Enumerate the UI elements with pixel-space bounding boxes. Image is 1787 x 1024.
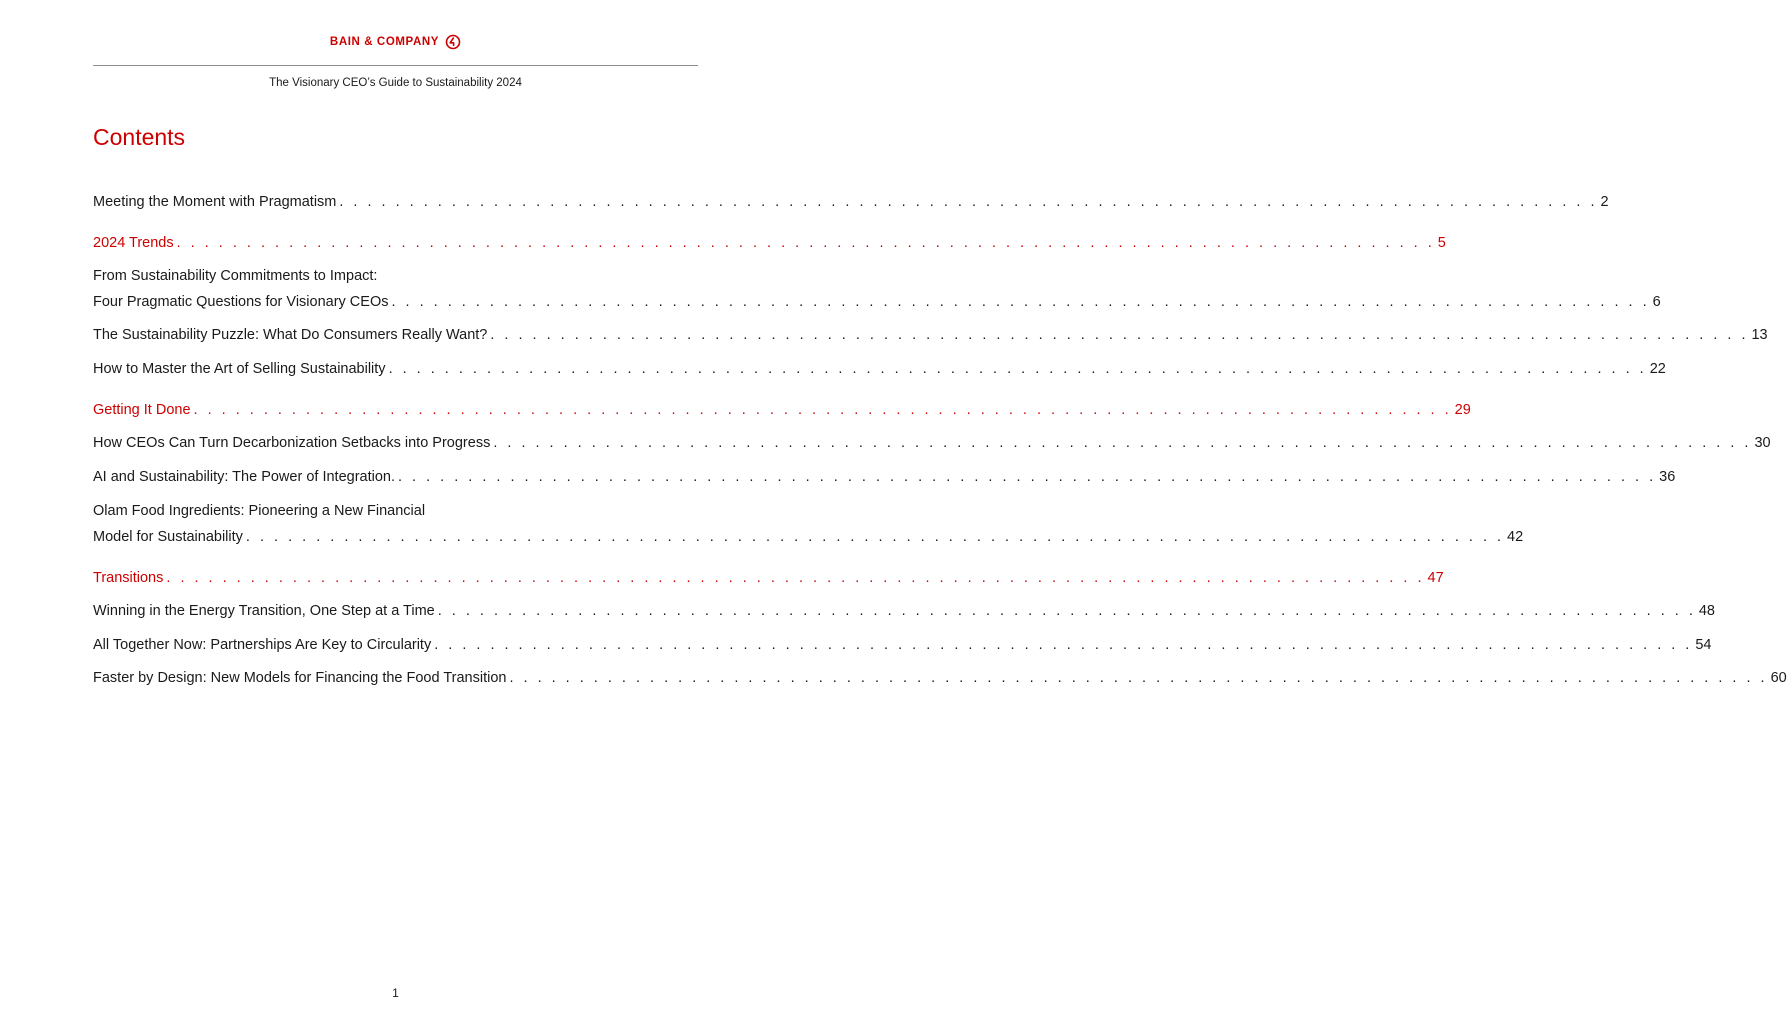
toc-page-number: 22	[1649, 361, 1666, 377]
document-title: The Visionary CEO’s Guide to Sustainability 2024	[269, 77, 522, 89]
leader-dots: . . . . . . . . . . . . . . . . . . . . . . . . . . . . . . . . . . . . . . . . . . . . . . . . . . . . . . . . . . . . . . . . . . . . . . . . . . . . . . . . . . . . . . . . . .	[398, 469, 1657, 485]
leader-dots: . . . . . . . . . . . . . . . . . . . . . . . . . . . . . . . . . . . . . . . . . . . . . . . . . . . . . . . . . . . . . . . . . . . . . . . . . . . . . . . . . . . . . . . . . .	[493, 435, 1752, 451]
brand-name: BAIN & COMPANY	[329, 36, 440, 48]
toc-page-number: 36	[1659, 469, 1676, 485]
toc-entry-decarbonization-setbacks[interactable]: How CEOs Can Turn Decarbonization Setbacks into Progress . . . . . . . . . . . . . . . . . . . . . . . . . . . . . . . . . . . . . . . . . . . . . . . . . . . . . . . . . . . . . . . . . . . . . . . . . . . . . . . . . . . . . . . . . . 30	[93, 435, 1771, 451]
toc-section-transitions[interactable]: Transitions . . . . . . . . . . . . . . . . . . . . . . . . . . . . . . . . . . . . . . . . . . . . . . . . . . . . . . . . . . . . . . . . . . . . . . . . . . . . . . . . . . . . . . . . . . 47	[93, 570, 1444, 586]
toc-page-number: 6	[1652, 294, 1661, 310]
toc-page-number: 48	[1698, 603, 1715, 619]
toc-entry-selling-sustainability[interactable]: How to Master the Art of Selling Sustainability . . . . . . . . . . . . . . . . . . . . . . . . . . . . . . . . . . . . . . . . . . . . . . . . . . . . . . . . . . . . . . . . . . . . . . . . . . . . . . . . . . . . . . . . . . 22	[93, 361, 1666, 377]
toc-entry-olam-food-ingredients[interactable]: Model for Sustainability . . . . . . . . . . . . . . . . . . . . . . . . . . . . . . . . . . . . . . . . . . . . . . . . . . . . . . . . . . . . . . . . . . . . . . . . . . . . . . . . . . . . . . . . . . 42	[93, 529, 1524, 545]
page-number: 1	[392, 986, 399, 1000]
header-divider	[93, 65, 698, 66]
toc-section-getting-it-done[interactable]: Getting It Done . . . . . . . . . . . . . . . . . . . . . . . . . . . . . . . . . . . . . . . . . . . . . . . . . . . . . . . . . . . . . . . . . . . . . . . . . . . . . . . . . . . . . . . . . . 29	[93, 402, 1471, 418]
toc-page-number: 5	[1437, 235, 1446, 251]
toc-entry-four-pragmatic-questions[interactable]: Four Pragmatic Questions for Visionary CEOs . . . . . . . . . . . . . . . . . . . . . . . . . . . . . . . . . . . . . . . . . . . . . . . . . . . . . . . . . . . . . . . . . . . . . . . . . . . . . . . . . . . . . . . . . . 6	[93, 294, 1661, 310]
toc-entry-line1[interactable]: From Sustainability Commitments to Impact:	[93, 268, 378, 284]
toc-entry-meeting-the-moment[interactable]: Meeting the Moment with Pragmatism . . . . . . . . . . . . . . . . . . . . . . . . . . . . . . . . . . . . . . . . . . . . . . . . . . . . . . . . . . . . . . . . . . . . . . . . . . . . . . . . . . . . . . . . . . 2	[93, 194, 1609, 210]
page-title: Contents	[93, 124, 186, 150]
toc-entry-line1[interactable]: Olam Food Ingredients: Pioneering a New Financial	[93, 503, 426, 519]
toc-page-number: 60	[1770, 670, 1787, 686]
leader-dots: . . . . . . . . . . . . . . . . . . . . . . . . . . . . . . . . . . . . . . . . . . . . . . . . . . . . . . . . . . . . . . . . . . . . . . . . . . . . . . . . . . . . . . . . . .	[245, 529, 1505, 545]
toc-page-number: 2	[1600, 194, 1609, 210]
toc-entry-food-transition-financing[interactable]: Faster by Design: New Models for Financing the Food Transition . . . . . . . . . . . . . . . . . . . . . . . . . . . . . . . . . . . . . . . . . . . . . . . . . . . . . . . . . . . . . . . . . . . . . . . . . . . . . . . . . . . . . . . . . . 60	[93, 670, 1787, 686]
leader-dots: . . . . . . . . . . . . . . . . . . . . . . . . . . . . . . . . . . . . . . . . . . . . . . . . . . . . . . . . . . . . . . . . . . . . . . . . . . . . . . . . . . . . . . . . . .	[166, 570, 1425, 586]
toc-entry-partnerships-circularity[interactable]: All Together Now: Partnerships Are Key to Circularity . . . . . . . . . . . . . . . . . . . . . . . . . . . . . . . . . . . . . . . . . . . . . . . . . . . . . . . . . . . . . . . . . . . . . . . . . . . . . . . . . . . . . . . . . . 54	[93, 637, 1712, 653]
circle-arrow-icon	[445, 34, 461, 50]
toc-page-number: 42	[1507, 529, 1524, 545]
toc-page-number: 47	[1427, 570, 1444, 586]
leader-dots: . . . . . . . . . . . . . . . . . . . . . . . . . . . . . . . . . . . . . . . . . . . . . . . . . . . . . . . . . . . . . . . . . . . . . . . . . . . . . . . . . . . . . . . . . .	[339, 194, 1598, 210]
leader-dots: . . . . . . . . . . . . . . . . . . . . . . . . . . . . . . . . . . . . . . . . . . . . . . . . . . . . . . . . . . . . . . . . . . . . . . . . . . . . . . . . . . . . . . . . . .	[193, 402, 1452, 418]
toc-entry-ai-and-sustainability[interactable]: AI and Sustainability: The Power of Integration. . . . . . . . . . . . . . . . . . . . . . . . . . . . . . . . . . . . . . . . . . . . . . . . . . . . . . . . . . . . . . . . . . . . . . . . . . . . . . . . . . . . . . . . . . . 36	[93, 469, 1676, 485]
toc-entry-energy-transition[interactable]: Winning in the Energy Transition, One Step at a Time . . . . . . . . . . . . . . . . . . . . . . . . . . . . . . . . . . . . . . . . . . . . . . . . . . . . . . . . . . . . . . . . . . . . . . . . . . . . . . . . . . . . . . . . . . 48	[93, 603, 1715, 619]
leader-dots: . . . . . . . . . . . . . . . . . . . . . . . . . . . . . . . . . . . . . . . . . . . . . . . . . . . . . . . . . . . . . . . . . . . . . . . . . . . . . . . . . . . . . . . . . .	[509, 670, 1768, 686]
toc-page-number: 30	[1754, 435, 1771, 451]
leader-dots: . . . . . . . . . . . . . . . . . . . . . . . . . . . . . . . . . . . . . . . . . . . . . . . . . . . . . . . . . . . . . . . . . . . . . . . . . . . . . . . . . . . . . . . . . .	[434, 637, 1693, 653]
leader-dots: . . . . . . . . . . . . . . . . . . . . . . . . . . . . . . . . . . . . . . . . . . . . . . . . . . . . . . . . . . . . . . . . . . . . . . . . . . . . . . . . . . . . . . . . . .	[388, 361, 1647, 377]
toc-page-number: 54	[1695, 637, 1712, 653]
leader-dots: . . . . . . . . . . . . . . . . . . . . . . . . . . . . . . . . . . . . . . . . . . . . . . . . . . . . . . . . . . . . . . . . . . . . . . . . . . . . . . . . . . . . . . . . . .	[391, 294, 1650, 310]
toc-page-number: 13	[1751, 327, 1768, 343]
brand-header	[0, 34, 791, 50]
toc-page-number: 29	[1454, 402, 1471, 418]
leader-dots: . . . . . . . . . . . . . . . . . . . . . . . . . . . . . . . . . . . . . . . . . . . . . . . . . . . . . . . . . . . . . . . . . . . . . . . . . . . . . . . . . . . . . . . . . .	[490, 327, 1749, 343]
leader-dots: . . . . . . . . . . . . . . . . . . . . . . . . . . . . . . . . . . . . . . . . . . . . . . . . . . . . . . . . . . . . . . . . . . . . . . . . . . . . . . . . . . . . . . . . . .	[437, 603, 1696, 619]
toc-entry-sustainability-puzzle[interactable]: The Sustainability Puzzle: What Do Consumers Really Want? . . . . . . . . . . . . . . . . . . . . . . . . . . . . . . . . . . . . . . . . . . . . . . . . . . . . . . . . . . . . . . . . . . . . . . . . . . . . . . . . . . . . . . . . . . 13	[93, 327, 1768, 343]
leader-dots: . . . . . . . . . . . . . . . . . . . . . . . . . . . . . . . . . . . . . . . . . . . . . . . . . . . . . . . . . . . . . . . . . . . . . . . . . . . . . . . . . . . . . . . . . .	[176, 235, 1435, 251]
toc-section-2024-trends[interactable]: 2024 Trends . . . . . . . . . . . . . . . . . . . . . . . . . . . . . . . . . . . . . . . . . . . . . . . . . . . . . . . . . . . . . . . . . . . . . . . . . . . . . . . . . . . . . . . . . . 5	[93, 235, 1446, 251]
